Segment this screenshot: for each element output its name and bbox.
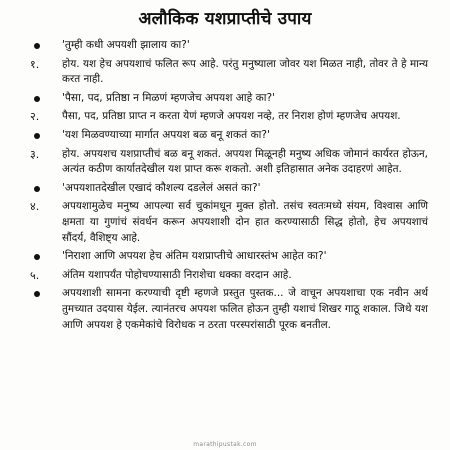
question-text: 'पैसा, पद, प्रतिष्ठा न मिळणं म्हणजेच अपयश आहे का?': [62, 91, 276, 104]
bullet-icon: [34, 186, 40, 192]
answer-number: ३.: [30, 147, 40, 161]
answer-number: २.: [30, 110, 40, 124]
bullet-icon: [34, 43, 40, 49]
question-2: [0, 91, 450, 107]
answer-text: अंतिम यशापर्यंत पोहोचण्यासाठी निराशेचा धक्का वरदान आहे.: [62, 268, 292, 281]
question-text: 'तुम्ही कधी अपयशी झालाय का?': [62, 39, 190, 51]
closing-paragraph: [0, 286, 450, 333]
answer-text: पैसा, पद, प्रतिष्ठा प्राप्त न करता येणं म्हणजे अपयश नव्हे, तर निराश होणं म्हणजेच अपयश.: [62, 110, 401, 123]
bullet-icon: [34, 133, 40, 139]
answer-1: [0, 57, 450, 88]
bullet-icon: [34, 254, 40, 260]
answer-number: १.: [30, 57, 40, 71]
answer-5: [0, 268, 450, 284]
bullet-icon: [34, 291, 40, 297]
question-text: 'निराशा आणि अपयश हेच अंतिम यशप्राप्तीचे आधारस्तंभ आहेत का?': [62, 250, 327, 263]
question-1: [0, 38, 450, 54]
answer-2: [0, 109, 450, 125]
question-4: [0, 181, 450, 197]
footer-url: marathipustak.com: [193, 441, 257, 448]
question-5: [0, 249, 450, 265]
closing-text: अपयशाशी सामना करण्याची दृष्टी म्हणजे प्रस्तुत पुस्तक... जे वाचून अपयशाचा एक नवीन अर्थ तुमच्यात उदयास येईल. त्यानंतरच अपयश फलित होऊन तुम्ही यशाचं शिखर गाठू शकाल. जिथे यश आणि अपयश हे एकमेकांचे विरोधक न ठरता परस्परांसाठी पूरक बनतील.: [62, 287, 428, 331]
question-text: 'अपयशातदेखील एखादं कौशल्य दडलेलं असतं का?': [62, 181, 261, 194]
question-3: [0, 128, 450, 144]
bullet-icon: [34, 96, 40, 102]
question-text: 'यश मिळवण्याच्या मार्गात अपयश बळ बनू शकतं का?': [62, 128, 270, 141]
answer-number: ५.: [30, 268, 40, 282]
page-title: अलौकिक यशप्राप्तीचे उपाय: [138, 9, 312, 29]
answer-number: ४.: [30, 200, 40, 214]
answer-3: [0, 147, 450, 178]
answer-text: अपयशामुळेच मनुष्य आपल्या सर्व चुकांमधून मुक्त होतो. तसंच स्वतःमध्ये संयम, विश्वास आणि क्षमता या गुणांचं संवर्धन करून अपयशाशी दोन हात करण्यासाठी सिद्ध होतो, हेच अपयशाचं सौंदर्य, वैशिष्ट्य आहे.: [62, 200, 428, 244]
answer-text: होय. अपयशच यशप्राप्तीचं बळ बनू शकतं. अपयश मिळूनही मनुष्य अधिक जोमानं कार्यरत होऊन, अत्यंत कठीण कार्यातदेखील यश प्राप्त करू शकतो. अशी इतिहासात अनेक उदाहरणं आहेत.: [62, 147, 428, 176]
answer-text: होय. यश हेच अपयशाचं फलित रूप आहे. परंतु मनुष्याला जोवर यश मिळत नाही, तोवर ते हे मान्य करत नाही.: [62, 57, 428, 86]
answer-4: [0, 199, 450, 246]
qa-list: [0, 38, 450, 336]
